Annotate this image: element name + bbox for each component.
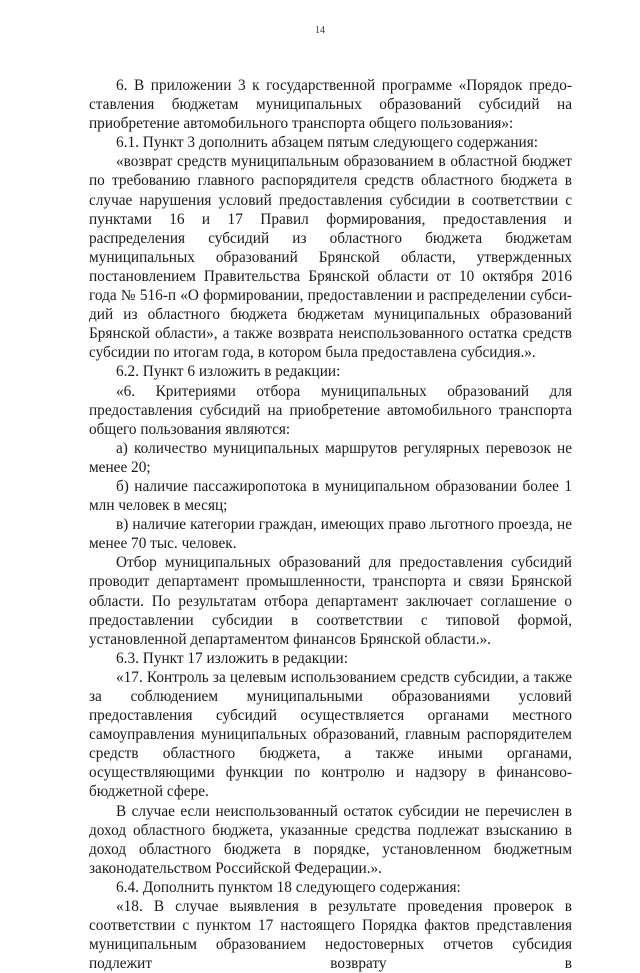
paragraph-18-text: «18. В случае выявления в результате проведения проверок в соответствии с пунктом 17 настоящего Порядка фактов представления муниципальным образованием недостоверных отчетов субсидия подлежит возврату в <box>89 898 572 973</box>
paragraph-unused-balance: В случае если неиспользованный остаток субсидии не перечислен в доход областного бюджета, указанные средства подлежат взысканию в доход областного бюджета в порядке, установленном бюджетным законодательством Российской Федерации.». <box>89 802 572 877</box>
paragraph-6-2-heading: 6.2. Пункт 6 изложить в редакции: <box>116 363 341 381</box>
page-number: 14 <box>315 25 325 36</box>
paragraph-6-1-heading: 6.1. Пункт 3 дополнить абзацем пятым следующего содержания: <box>116 134 539 152</box>
paragraph-6-1-text: «возврат средств муниципальным образованием в областной бюджет по требованию главного распорядителя средств областного бюджета в случае нарушения условий предоставления субсидии в соответствии с пунктами 16 и 17 Правил формирования, предоставления и распределения субсидий из областного бюджета бюджетам муниципальных образований Брянской области, утвержденных постановлением Правительства Брянской области от 10 октября 2016 года № 516-п «О формировании, предоставлении и распределении субсидий из областного бюджета бюджетам муниципальных образований Брянской области», а также возврата неиспользованного остатка средств субсидии по итогам года, в котором была предоставлена субсидия.». <box>89 153 572 362</box>
paragraph-6-3-heading: 6.3. Пункт 17 изложить в редакции: <box>116 649 348 667</box>
document-body <box>89 76 572 973</box>
paragraph-criterion-b: б) наличие пассажиропотока в муниципальном образовании более 1 млн человек в месяц; <box>89 477 572 515</box>
paragraph-6-4-heading: 6.4. Дополнить пунктом 18 следующего содержания: <box>116 878 461 896</box>
paragraph-control: «17. Контроль за целевым использованием средств субсидии, а также за соблюдением муниципальными образованиями условий предоставления субсидий осуществляется органами местного самоуправления муниципальных образований, главным распорядителем средств областного бюджета, а также иными органами, осуществляющими функции по контролю и надзору в финансово-бюджетной сфере. <box>89 668 572 801</box>
paragraph-appendix-3-intro: 6. В приложении 3 к государственной программе «Порядок предоставления бюджетам муниципальных образований субсидий на приобретение автомобильного транспорта общего пользования»: <box>89 77 572 133</box>
paragraph-criterion-c: в) наличие категории граждан, имеющих право льготного проезда, не менее 70 тыс. человек. <box>89 516 572 553</box>
paragraph-criteria-intro: «6. Критериями отбора муниципальных образований для предоставления субсидий на приобретение автомобильного транспорта общего пользования являются: <box>89 382 572 438</box>
paragraph-criterion-a: а) количество муниципальных маршрутов регулярных перевозок не менее 20; <box>89 439 572 476</box>
paragraph-selection: Отбор муниципальных образований для предоставления субсидий проводит департамент промышленности, транспорта и связи Брянской области. По результатам отбора департамент заключает соглашение о предоставлении субсидии в соответствии с типовой формой, установленной департаментом финансов Брянской области.». <box>89 554 572 648</box>
